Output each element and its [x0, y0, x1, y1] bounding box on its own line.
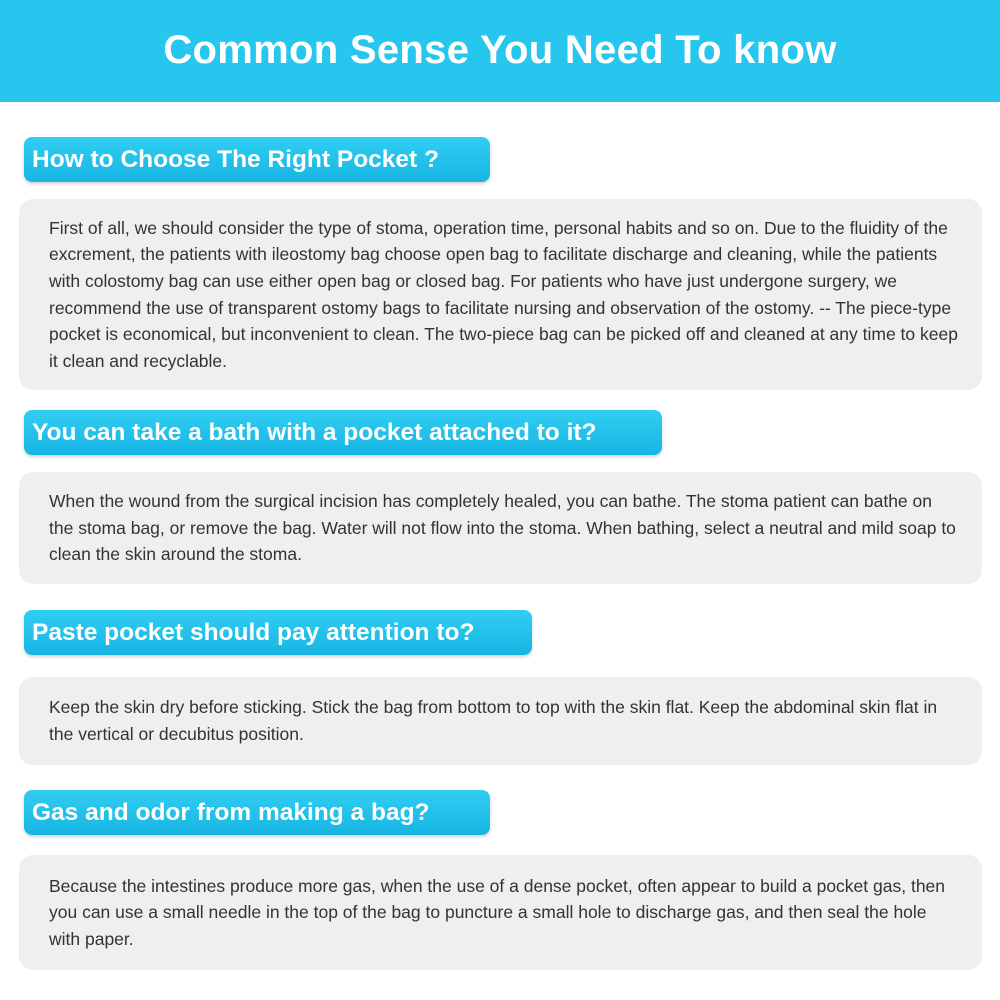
- section-heading-label: Paste pocket should pay attention to?: [32, 618, 475, 646]
- header-banner: [0, 0, 1000, 102]
- section-body-text: First of all, we should consider the type of stoma, operation time, personal habits and so on. Due to the fluidity of the excrement, the patients with ileostomy bag choose open bag to facilitate discharge and cleaning, while the patients with colostomy bag can use either open bag or closed bag. For patients who have just undergone surgery, we recommend the use of transparent ostomy bags to facilitate nursing and observation of the ostomy. -- The piece-type pocket is economical, but inconvenient to clean. The two-piece bag can be picked off and cleaned at any time to keep it clean and recyclable.: [49, 217, 958, 371]
- page-title: Common Sense You Need To know: [163, 27, 837, 72]
- section-card-gas-odor: [19, 855, 982, 970]
- section-card-paste-pocket: [19, 677, 982, 765]
- section-heading-label: Gas and odor from making a bag?: [32, 798, 430, 826]
- section-body-text: When the wound from the surgical incision has completely healed, you can bathe. The stoma patient can bathe on the stoma bag, or remove the bag. Water will not flow into the stoma. When bathing, select a neutral and mild soap to clean the skin around the stoma.: [49, 491, 956, 565]
- section-card-bath: [19, 472, 982, 584]
- section-body-text: Because the intestines produce more gas, when the use of a dense pocket, often appear to build a pocket gas, then you can use a small needle in the top of the bag to puncture a small hole to discharge gas, and then seal the hole with paper.: [49, 875, 946, 949]
- section-heading-gas-odor: [24, 790, 490, 835]
- section-heading-label: You can take a bath with a pocket attached to it?: [32, 418, 597, 446]
- section-card-choose-pocket: [19, 199, 982, 390]
- section-body-text: Keep the skin dry before sticking. Stick the bag from bottom to top with the skin flat. Keep the abdominal skin flat in the vertical or decubitus position.: [49, 697, 938, 744]
- section-heading-paste-pocket: [24, 610, 532, 655]
- section-heading-choose-pocket: [24, 137, 490, 182]
- section-heading-bath: [24, 410, 662, 455]
- section-heading-label: How to Choose The Right Pocket ?: [32, 145, 439, 173]
